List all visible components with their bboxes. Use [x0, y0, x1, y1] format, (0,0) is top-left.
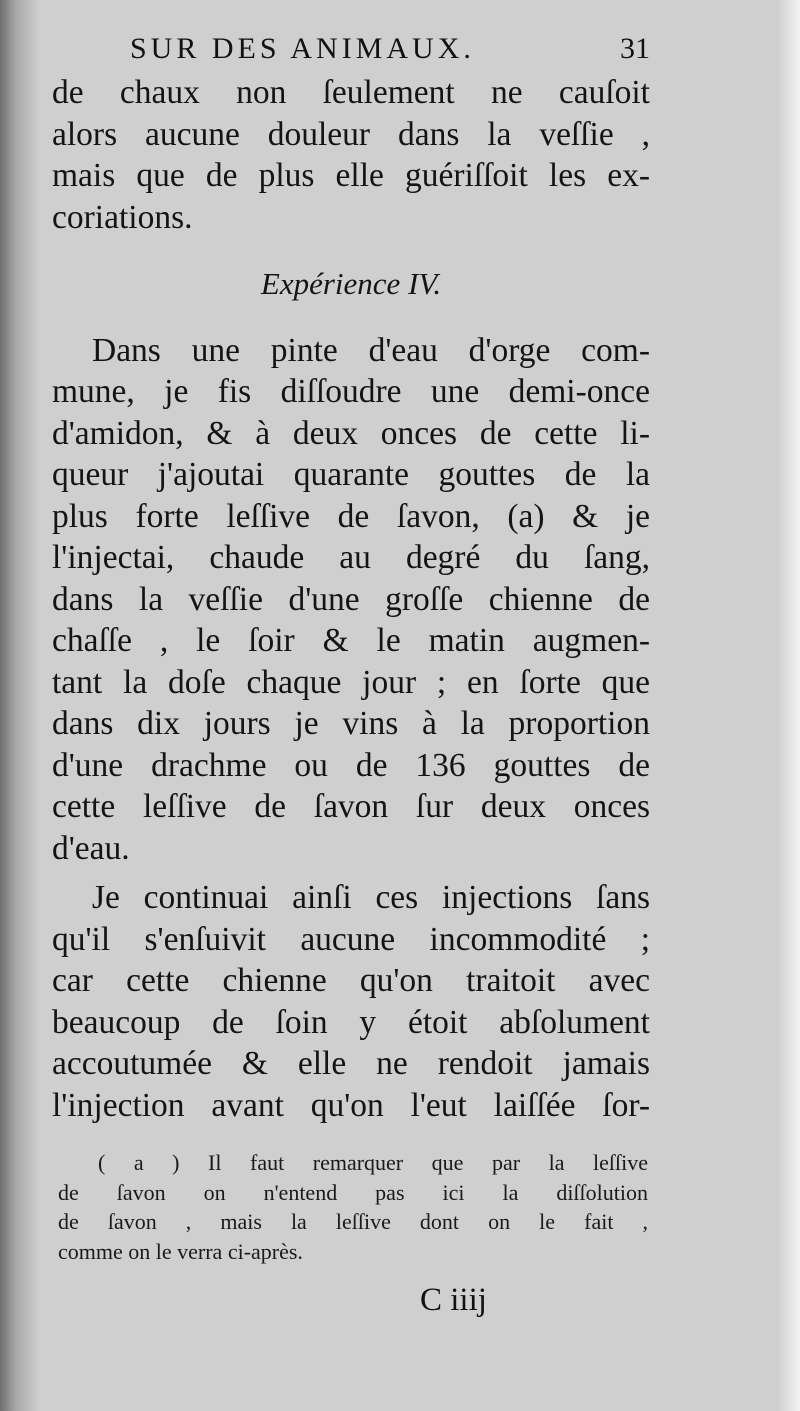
text-line: d'amidon, & à deux onces de cette li- — [52, 414, 650, 452]
footnote-line: comme on le verra ci-après. — [58, 1238, 303, 1264]
text-line: d'une drachme ou de 136 gouttes de — [52, 746, 650, 784]
text-line: cette leſſive de ſavon ſur deux onces — [52, 788, 650, 825]
text-line: de chaux non ſeulement ne cauſoit — [52, 74, 650, 111]
text-line: l'injectai, chaude au degré du ſang, — [52, 539, 650, 576]
text-line: d'eau. — [52, 829, 130, 867]
section-heading: Expérience IV. — [260, 266, 442, 301]
footnote-line: de ſavon on n'entend pas ici la diſſolution — [58, 1179, 648, 1205]
text-line: accoutumée & elle ne rendoit jamais — [52, 1045, 650, 1082]
footnote-line: de ſavon , mais la leſſive dont on le fait , — [58, 1209, 648, 1234]
text-line: dans la veſſie d'une groſſe chienne de — [52, 580, 650, 618]
page-number: 31 — [620, 32, 650, 65]
text-line: beaucoup de ſoin y étoit abſolument — [52, 1003, 650, 1041]
body-text — [52, 72, 650, 1126]
signature-mark: C iiij — [420, 1282, 487, 1318]
paragraph-2 — [52, 330, 650, 870]
text-line: alors aucune douleur dans la veſſie , — [52, 115, 650, 153]
paragraph-1 — [52, 72, 650, 238]
text-line: qu'il s'enſuivit aucune incommodité ; — [52, 920, 650, 958]
text-line: queur j'ajoutai quarante gouttes de la — [52, 456, 650, 493]
text-line: car cette chienne qu'on traitoit avec — [52, 962, 650, 999]
running-title: SUR DES ANIMAUX. — [130, 32, 475, 65]
text-line: mais que de plus elle guériſſoit les ex- — [52, 157, 650, 194]
text-line: chaſſe , le ſoir & le matin augmen- — [52, 622, 650, 659]
text-line: dans dix jours je vins à la proportion — [52, 705, 650, 742]
text-line: plus forte leſſive de ſavon, (a) & je — [52, 497, 650, 535]
text-line: tant la doſe chaque jour ; en ſorte que — [52, 663, 650, 701]
running-head — [130, 32, 650, 72]
footnote-line: ( a ) Il faut remarquer que par la leſſive — [98, 1150, 648, 1175]
paragraph-3 — [52, 877, 650, 1126]
text-line: Je continuai ainſi ces injections ſans — [92, 879, 650, 916]
text-line: mune, je fis diſſoudre une demi-once — [52, 373, 650, 410]
footnote — [58, 1148, 648, 1266]
text-line: coriations. — [52, 198, 193, 236]
text-line: Dans une pinte d'eau d'orge com- — [92, 331, 650, 369]
text-line: l'injection avant qu'on l'eut laiſſée ſor- — [52, 1086, 650, 1124]
